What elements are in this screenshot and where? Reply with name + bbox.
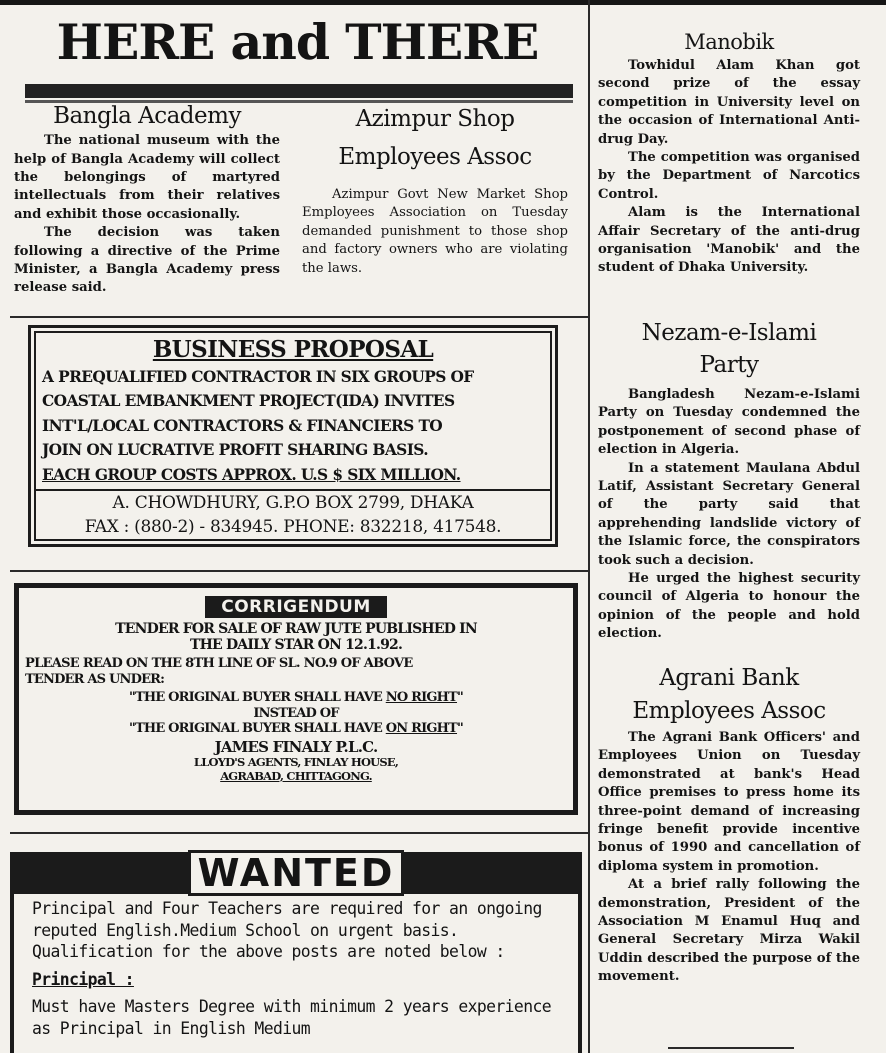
ad-line: EACH GROUP COSTS APPROX. U.S $ SIX MILLION. — [42, 465, 461, 484]
principal-requirement: Must have Masters Degree with minimum 2 years experience as Principal in English Medium — [32, 997, 552, 1038]
corrigendum-address: AGRABAD, CHITTAGONG. — [220, 769, 372, 783]
ad-inner-frame — [34, 331, 552, 541]
nezam-article — [598, 318, 860, 644]
azimpur-article — [302, 103, 568, 278]
corrigendum-line: THE DAILY STAR ON 12.1.92. — [189, 636, 403, 653]
ad-contact: A. CHOWDHURY, G.P.O BOX 2799, DHAKA — [112, 493, 474, 514]
article-body — [598, 57, 860, 278]
corrigendum-company: JAMES FINALY P.L.C. — [214, 737, 378, 756]
section-rule — [10, 570, 588, 572]
article-paragraph: He urged the highest security council of Algeria to honour the opinion of the people and hold election. — [598, 571, 860, 642]
agrani-article — [598, 662, 860, 987]
page-headline: HERE and THERE — [56, 13, 539, 71]
wanted-ad-body — [32, 898, 562, 1039]
section-rule — [10, 832, 588, 834]
column-divider — [588, 0, 590, 1053]
article-body — [14, 132, 280, 298]
article-heading: Bangla Academy — [53, 103, 241, 129]
article-body — [598, 386, 860, 644]
corrigendum-quote — [19, 690, 573, 706]
headline-rule — [25, 84, 573, 98]
article-body — [598, 729, 860, 987]
article-heading: Nezam-e-Islami — [641, 320, 817, 346]
corrigendum-ad — [14, 583, 578, 815]
corrigendum-line: PLEASE READ ON THE 8TH LINE OF SL. NO.9 OF ABOVE — [25, 656, 413, 671]
quote-text: " — [457, 721, 463, 736]
article-heading: Azimpur Shop — [355, 106, 515, 132]
article-heading: Agrani Bank — [659, 665, 799, 691]
ad-title: BUSINESS PROPOSAL — [152, 336, 434, 363]
article-paragraph: The Agrani Bank Officers' and Employees Union on Tuesday demonstrated at bank's Head Office premises to press home its three-point demand of increasing fringe benefit provide incentive bonus of 1990 and cancellation of diploma system in promotion. — [598, 730, 860, 874]
section-end-rule — [668, 1047, 794, 1049]
article-paragraph: At a brief rally following the demonstration, President of the Association M Enamul Huq and General Secretary Mirza Wakil Uddin described the purpose of the movement. — [598, 877, 860, 985]
corrigendum-quote — [19, 721, 573, 737]
corrigendum-address: LLOYD'S AGENTS, FINLAY HOUSE, — [193, 755, 399, 769]
corrigendum-line: TENDER FOR SALE OF RAW JUTE PUBLISHED IN — [115, 621, 477, 637]
quote-emphasis: ON RIGHT — [385, 721, 458, 736]
article-paragraph: In a statement Maulana Abdul Latif, Assistant Secretary General of the party said that apprehending landslide victory of the Islamic force, the conspirators took such a decision. — [598, 460, 860, 568]
corrigendum-label-wrap — [19, 596, 573, 618]
ad-line: INT'L/LOCAL CONTRACTORS & FINANCIERS TO — [42, 416, 443, 435]
article-paragraph: The national museum with the help of Bangla Academy will collect the belongings of martyred intellectuals from their relatives and exhibit those occasionally. — [14, 133, 280, 222]
article-heading: Party — [699, 352, 759, 378]
corrigendum-line: TENDER AS UNDER: — [25, 671, 165, 687]
wanted-title: WANTED — [188, 850, 404, 896]
business-proposal-ad — [28, 325, 558, 547]
ad-line: A PREQUALIFIED CONTRACTOR IN SIX GROUPS OF — [42, 367, 474, 386]
article-paragraph: Towhidul Alam Khan got second prize of the essay competition in University level on the occasion of International Anti-drug Day. — [598, 58, 860, 147]
principal-label: Principal : — [32, 969, 134, 989]
article-paragraph: The decision was taken following a directive of the Prime Minister, a Bangla Academy press release said. — [14, 225, 280, 296]
top-border — [0, 0, 886, 5]
corrigendum-line: INSTEAD OF — [253, 705, 339, 721]
article-paragraph: The competition was organised by the Department of Narcotics Control. — [598, 150, 860, 202]
quote-text: "THE ORIGINAL BUYER SHALL HAVE — [128, 690, 386, 705]
article-heading: Employees Assoc — [632, 698, 826, 724]
article-paragraph: Azimpur Govt New Market Shop Employees Association on Tuesday demanded punishment to those shop and factory owners who are violating the laws. — [302, 187, 568, 276]
corrigendum-label: CORRIGENDUM — [205, 596, 387, 618]
wanted-intro: Principal and Four Teachers are required for an ongoing reputed English.Medium School on urgent basis. Qualification for the above posts are noted below : — [32, 899, 542, 961]
ad-contact: FAX : (880-2) - 834945. PHONE: 832218, 417548. — [84, 517, 502, 538]
bangla-academy-article — [14, 100, 280, 298]
manobik-article — [598, 27, 860, 278]
ad-line: JOIN ON LUCRATIVE PROFIT SHARING BASIS. — [42, 441, 429, 460]
article-heading: Manobik — [684, 30, 774, 54]
article-paragraph: Alam is the International Affair Secretary of the anti-drug organisation 'Manobik' and the student of Dhaka University. — [598, 205, 860, 276]
quote-emphasis: NO RIGHT — [385, 690, 458, 705]
article-heading: Employees Assoc — [338, 144, 532, 170]
quote-text: " — [457, 690, 463, 705]
article-paragraph: Bangladesh Nezam-e-Islami Party on Tuesday condemned the postponement of second phase of election in Algeria. — [598, 387, 860, 458]
section-rule — [10, 316, 588, 318]
ad-line: COASTAL EMBANKMENT PROJECT(IDA) INVITES — [42, 392, 455, 411]
article-body — [302, 186, 568, 278]
quote-text: "THE ORIGINAL BUYER SHALL HAVE — [128, 721, 386, 736]
